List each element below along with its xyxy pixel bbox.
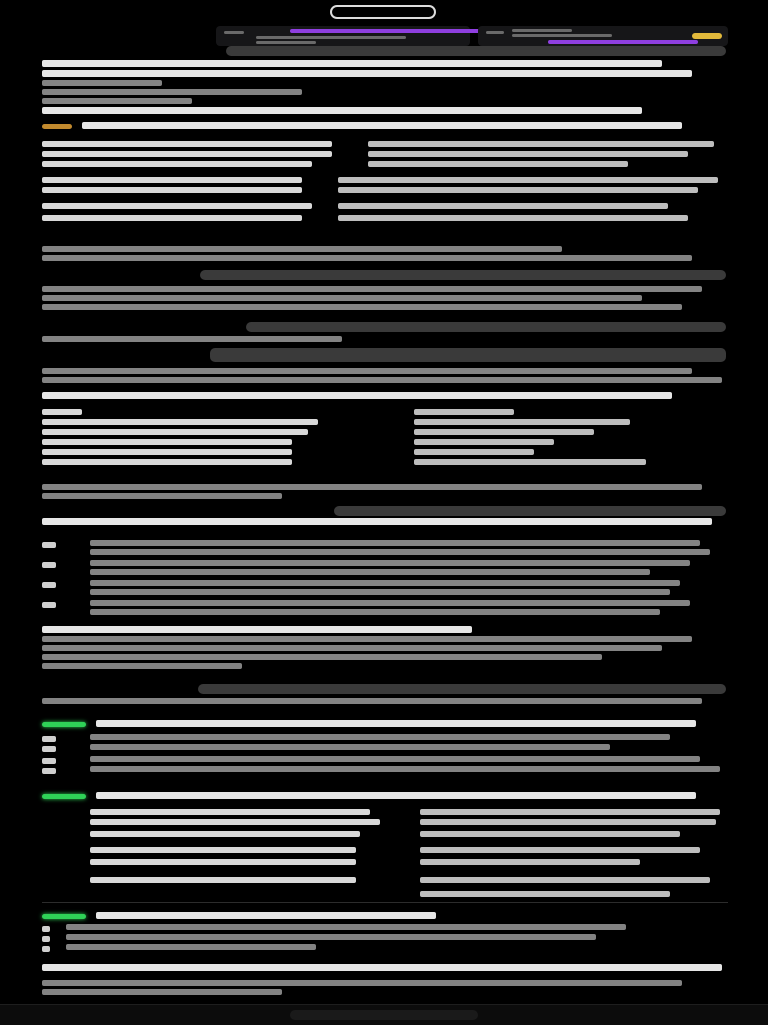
message-paragraph (42, 626, 728, 672)
message-pill[interactable] (226, 46, 726, 56)
attachment-card[interactable] (216, 26, 470, 46)
timetable-row (42, 214, 728, 222)
section-heading (42, 392, 728, 402)
timetable-row (42, 160, 728, 168)
timetable-row (42, 448, 728, 456)
section-heading (96, 912, 716, 922)
message-paragraph (42, 286, 728, 313)
status-badge (692, 33, 722, 39)
message-pill[interactable] (246, 322, 726, 332)
message-paragraph (42, 336, 728, 345)
message-paragraph (42, 980, 728, 998)
message-paragraph (42, 246, 728, 264)
timetable-row (90, 846, 730, 854)
message-paragraph (42, 518, 728, 528)
card-accent-bar (290, 29, 480, 33)
message-pill[interactable] (198, 684, 726, 694)
timetable-row (90, 808, 730, 816)
message-pill[interactable] (210, 348, 726, 362)
chat-input-bar (0, 1004, 768, 1025)
timetable-row (42, 202, 728, 210)
timetable-row (42, 150, 728, 158)
message-paragraph (42, 484, 728, 502)
timetable-row (42, 418, 728, 426)
message-paragraph (42, 698, 728, 707)
timetable-row (90, 830, 730, 838)
section-marker (42, 914, 86, 919)
section-marker (42, 722, 86, 727)
timetable-row (42, 438, 728, 446)
message-pill[interactable] (334, 506, 726, 516)
message-paragraph (42, 60, 728, 117)
attachment-card-2[interactable] (478, 26, 728, 46)
section-heading (96, 792, 716, 802)
section-heading (42, 122, 728, 132)
timetable-row (42, 408, 728, 416)
message-pill[interactable] (200, 270, 726, 280)
message-paragraph (42, 964, 728, 974)
message-input[interactable] (290, 1010, 478, 1020)
divider (42, 902, 728, 903)
timetable-row (42, 428, 728, 436)
card-accent-bar (548, 40, 698, 44)
timetable-row (42, 186, 728, 194)
timetable-row (90, 858, 730, 866)
timetable-row (90, 890, 730, 898)
timetable-row (90, 876, 730, 884)
message-paragraph (42, 368, 728, 386)
app-logo[interactable] (330, 5, 436, 19)
app-header (0, 0, 768, 24)
timetable-row (42, 140, 728, 148)
timetable-row (42, 176, 728, 184)
section-marker (42, 794, 86, 799)
section-heading (96, 720, 716, 730)
timetable-row (42, 458, 728, 466)
timetable-row (90, 818, 730, 826)
